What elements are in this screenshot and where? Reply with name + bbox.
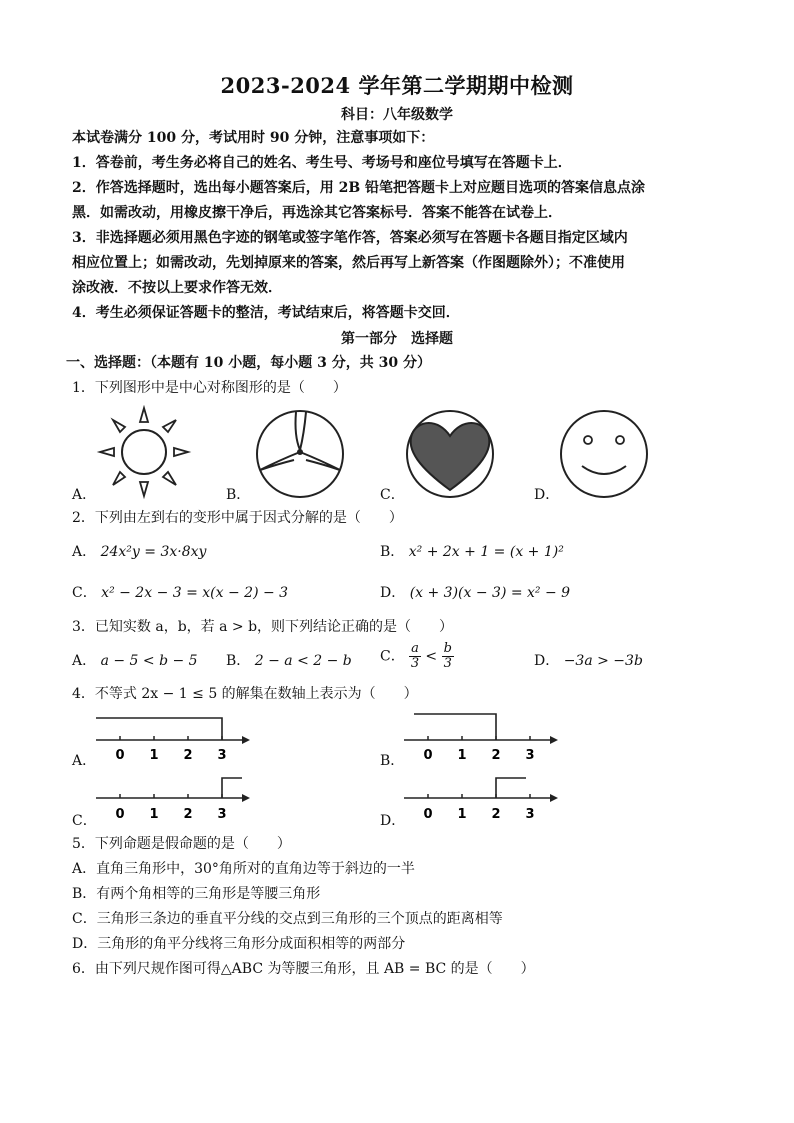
q2-stem: 2．下列由左到右的变形中属于因式分解的是（ ） [72, 510, 403, 526]
q5-option-a[interactable]: A．直角三角形中，30°角所对的直角边等于斜边的一半 [72, 861, 415, 877]
q3-option-c-frac-a: $\frac{a}{3}$ [410, 641, 420, 671]
q3-option-d[interactable] [534, 650, 643, 670]
q2-option-a[interactable] [72, 541, 206, 561]
q2-option-d[interactable] [380, 582, 570, 602]
q1-option-a-label[interactable]: A． [72, 487, 97, 503]
q4-option-b-label[interactable]: B． [380, 753, 405, 769]
q3-option-c-relation: < [425, 648, 438, 665]
q2-option-b-label: B． [380, 544, 405, 560]
q2-option-a-label: A． [72, 544, 97, 560]
tick-0: 0 [115, 748, 125, 763]
q2-option-c-text: x² − 2x − 3 = x(x − 2) − 3 [101, 585, 289, 601]
notes-intro: 本试卷满分 100 分，考试用时 90 分钟，注意事项如下： [72, 130, 435, 146]
q5-option-c[interactable]: C．三角形三条边的垂直平分线的交点到三角形的三个顶点的距离相等 [72, 911, 503, 927]
exam-title: 2023-2024 学年第二学期期中检测 [220, 73, 574, 98]
q4-number-line-a [92, 712, 252, 764]
note-2a: 2．作答选择题时，选出每小题答案后，用 2B 铅笔把答题卡上对应题目选项的答案信息点涂 [72, 180, 646, 196]
note-3b: 相应位置上；如需改动，先划掉原来的答案，然后再写上新答案（作图题除外）；不准使用 [72, 255, 625, 271]
tick-1: 1 [457, 748, 467, 763]
q3-option-d-label: D． [534, 653, 560, 669]
tick-2: 2 [183, 807, 193, 822]
q4-stem: 4．不等式 2x − 1 ≤ 5 的解集在数轴上表示为（ ） [72, 686, 418, 702]
note-3c: 涂改液．不按以上要求作答无效． [72, 280, 282, 296]
q2-option-b-text: x² + 2x + 1 = (x + 1)² [408, 544, 564, 560]
q3-option-b-label: B． [226, 653, 251, 669]
note-4: 4．考生必须保证答题卡的整洁，考试结束后，将答题卡交回． [72, 305, 460, 321]
q1-option-d-label[interactable]: D． [534, 487, 560, 503]
q3-option-a-label: A． [72, 653, 97, 669]
tick-3: 3 [217, 748, 227, 763]
q5-option-d[interactable]: D．三角形的角平分线将三角形分成面积相等的两部分 [72, 936, 406, 952]
tick-3: 3 [525, 748, 535, 763]
q1-circle-hooks-figure [250, 408, 350, 500]
q4-option-a-label[interactable]: A． [72, 753, 97, 769]
q4-option-d-label[interactable]: D． [380, 813, 406, 829]
tick-2: 2 [491, 748, 501, 763]
q1-sun-figure [96, 405, 196, 500]
q3-option-c[interactable] [380, 642, 454, 671]
q1-option-b-label[interactable]: B． [226, 487, 251, 503]
tick-0: 0 [115, 807, 125, 822]
q5-stem: 5．下列命题是假命题的是（ ） [72, 836, 291, 852]
q2-option-b[interactable] [380, 541, 564, 561]
tick-0: 0 [423, 807, 433, 822]
tick-3: 3 [525, 807, 535, 822]
q3-option-a[interactable] [72, 650, 198, 670]
exam-subject: 科目：八年级数学 [341, 107, 453, 123]
tick-2: 2 [491, 807, 501, 822]
q3-option-a-text: a − 5 < b − 5 [100, 653, 198, 669]
note-1: 1．答卷前，考生务必将自己的姓名、考生号、考场号和座位号填写在答题卡上． [72, 155, 572, 171]
q3-option-b-text: 2 − a < 2 − b [254, 653, 352, 669]
q3-option-d-text: −3a > −3b [563, 653, 643, 669]
tick-1: 1 [149, 748, 159, 763]
q1-option-c-label[interactable]: C． [380, 487, 405, 503]
q3-stem: 3．已知实数 a，b，若 a > b，则下列结论正确的是（ ） [72, 619, 454, 635]
tick-1: 1 [149, 807, 159, 822]
tick-3: 3 [217, 807, 227, 822]
q2-option-c-label: C． [72, 585, 97, 601]
q3-option-b[interactable] [226, 650, 352, 670]
q2-option-a-text: 24x²y = 3x·8xy [100, 544, 207, 560]
q2-option-c[interactable] [72, 582, 288, 602]
note-2b: 黑．如需改动，用橡皮擦干净后，再选涂其它答案标号．答案不能答在试卷上． [72, 205, 562, 221]
tick-1: 1 [457, 807, 467, 822]
q3-option-c-label: C． [380, 648, 405, 665]
q1-heart-figure [400, 408, 500, 500]
q2-option-d-text: (x + 3)(x − 3) = x² − 9 [409, 585, 571, 601]
q2-option-d-label: D． [380, 585, 406, 601]
q4-number-line-d [400, 772, 560, 824]
q1-stem: 1．下列图形中是中心对称图形的是（ ） [72, 380, 347, 396]
q4-option-c-label[interactable]: C． [72, 813, 97, 829]
q3-option-c-frac-b: $\frac{b}{3}$ [443, 641, 452, 671]
q6-stem: 6．由下列尺规作图可得△ABC 为等腰三角形，且 AB = BC 的是（ ） [72, 961, 535, 977]
q4-number-line-c [92, 772, 252, 824]
section-heading: 一、选择题：（本题有 10 小题，每小题 3 分，共 30 分） [66, 355, 431, 371]
tick-2: 2 [183, 748, 193, 763]
part-heading: 第一部分 选择题 [341, 331, 453, 347]
q1-smiley-figure [554, 408, 654, 500]
q4-number-line-b [400, 708, 560, 764]
tick-0: 0 [423, 748, 433, 763]
q5-option-b[interactable]: B．有两个角相等的三角形是等腰三角形 [72, 886, 321, 902]
note-3a: 3．非选择题必须用黑色字迹的钢笔或签字笔作答，答案必须写在答题卡各题目指定区域内 [72, 230, 628, 246]
